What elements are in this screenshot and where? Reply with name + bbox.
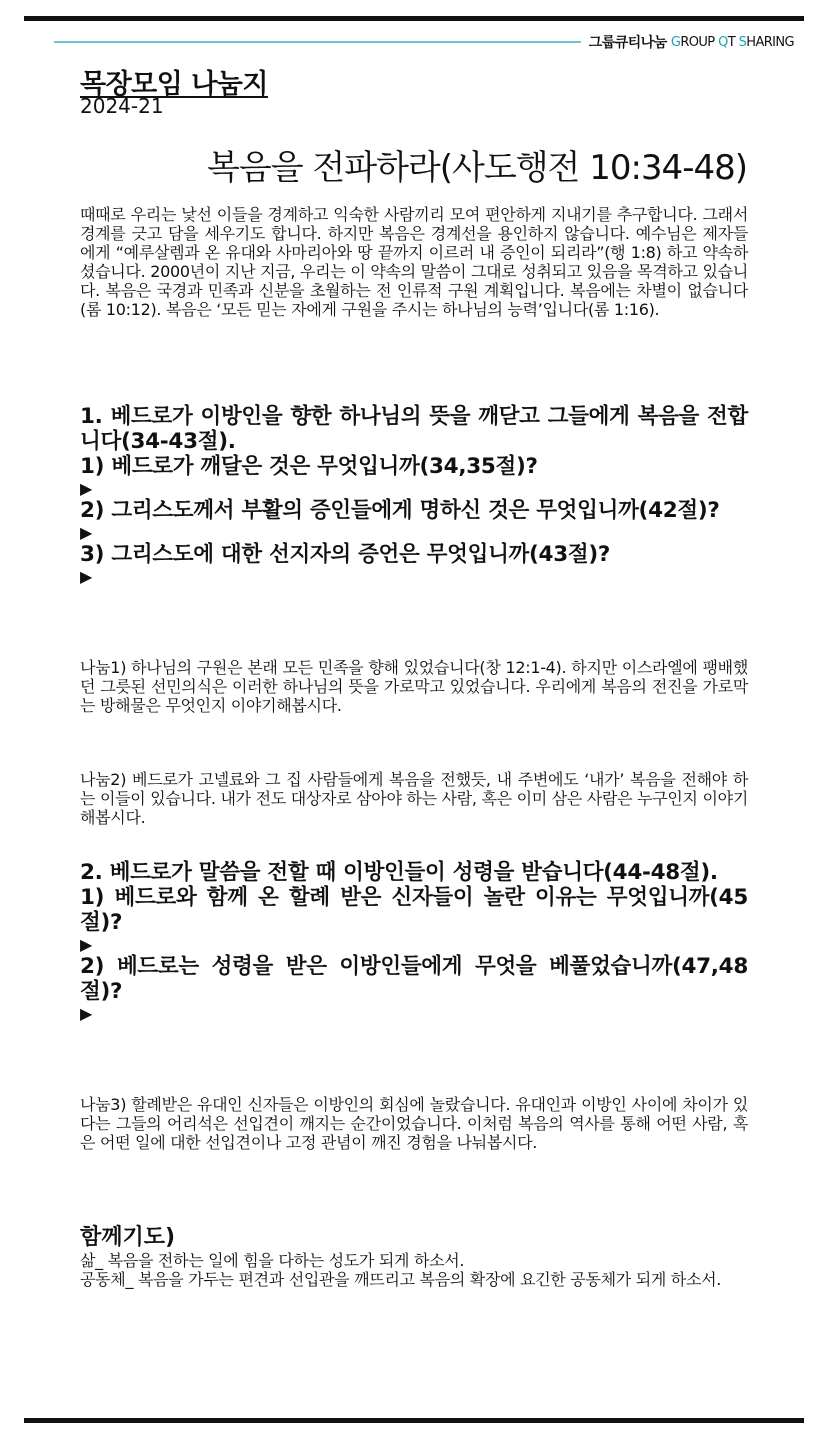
prayer-title: 함께기도) <box>80 1225 176 1250</box>
prayer-block <box>80 1225 748 1289</box>
brand-text-t: T <box>727 34 739 50</box>
intro-paragraph-block <box>80 205 748 319</box>
prayer-line-community: 공동체_ 복음을 가두는 편견과 선입관을 깨뜨리고 복음의 확장에 요긴한 공동체가 되게 하소서. <box>80 1270 722 1289</box>
section-1 <box>80 404 748 586</box>
brand-text-haring: HARING <box>746 34 794 50</box>
brand-korean: 그룹큐티나눔 <box>588 35 667 51</box>
brand-text-roup: ROUP <box>680 34 719 50</box>
answer-arrow: ▶ <box>80 523 93 542</box>
brand-divider-line <box>54 41 581 43</box>
answer-arrow: ▶ <box>80 935 93 954</box>
brand-header <box>54 32 794 52</box>
intro-paragraph: 때때로 우리는 낯선 이들을 경계하고 익숙한 사람끼리 모여 편안하게 지내기를 추구합니다. 그래서 경계를 긋고 담을 세우기도 합니다. 하지만 복음은 경계선을 용인하지 않습니다. 예수님은 제자들에게 “예루살렘과 온 유대와 사마리아와 땅 끝까지 이르러 내 증인이 되리라”(행 1:8) 하고 약속하셨습니다. 2000년이 지난 지금, 우리는 이 약속의 말씀이 그대로 성취되고 있음을 목격하고 있습니다. 복음은 국경과 민족과 신분을 초월하는 전 인류적 구원 계획입니다. 복음에는 차별이 없습니다(롬 10:12). 복음은 ‘모든 믿는 자에게 구원을 주시는 하나님의 능력’입니다(롬 1:16). <box>80 205 748 319</box>
section-1-question-3: 3) 그리스도에 대한 선지자의 증언은 무엇입니까(43절)? <box>80 542 611 567</box>
bottom-rule <box>24 1418 804 1423</box>
section-1-question-1: 1) 베드로가 깨달은 것은 무엇입니까(34,35절)? <box>80 454 538 479</box>
answer-arrow: ▶ <box>80 1004 93 1023</box>
sermon-title: 복음을 전파하라(사도행전 10:34-48) <box>207 148 747 188</box>
answer-arrow: ▶ <box>80 567 93 586</box>
section-2-question-1: 1) 베드로와 함께 온 할례 받은 신자들이 놀란 이유는 무엇입니까(45절)? <box>80 885 748 935</box>
brand-letter-g: G <box>670 34 681 50</box>
top-rule <box>24 16 804 21</box>
brand-letter-q: Q <box>718 34 728 50</box>
share-3: 나눔3) 할례받은 유대인 신자들은 이방인의 회심에 놀랐습니다. 유대인과 이방인 사이에 차이가 있다는 그들의 어리석은 선입견이 깨지는 순간이었습니다. 이처럼 복음의 역사를 통해 어떤 사람, 혹은 어떤 일에 대한 선입견이나 고정 관념이 깨진 경험을 나눠봅시다. <box>80 1095 748 1152</box>
brand-letter-s: S <box>738 34 747 50</box>
meeting-title: 목장모임 나눔지 <box>80 69 268 100</box>
share-2-block <box>80 770 748 827</box>
section-2 <box>80 860 748 1023</box>
meeting-code: 2024-21 <box>80 94 164 118</box>
prayer-line-life: 삶_ 복음을 전하는 일에 힘을 다하는 성도가 되게 하소서. <box>80 1251 465 1270</box>
section-2-question-2: 2) 베드로는 성령을 받은 이방인들에게 무엇을 베풀었습니까(47,48절)? <box>80 954 748 1004</box>
share-1-block <box>80 658 748 715</box>
share-3-block <box>80 1095 748 1152</box>
share-2: 나눔2) 베드로가 고넬료와 그 집 사람들에게 복음을 전했듯, 내 주변에도 ‘내가’ 복음을 전해야 하는 이들이 있습니다. 내가 전도 대상자로 삼아야 하는 사람, 혹은 이미 삼은 사람은 누구인지 이야기해봅시다. <box>80 770 748 827</box>
share-1: 나눔1) 하나님의 구원은 본래 모든 민족을 향해 있었습니다(창 12:1-4). 하지만 이스라엘에 팽배했던 그릇된 선민의식은 이러한 하나님의 뜻을 가로막고 있었습니다. 우리에게 복음의 전진을 가로막는 방해물은 무엇인지 이야기해봅시다. <box>80 658 748 715</box>
section-2-heading: 2. 베드로가 말씀을 전할 때 이방인들이 성령을 받습니다(44-48절). <box>80 860 718 885</box>
section-1-heading: 1. 베드로가 이방인을 향한 하나님의 뜻을 깨닫고 그들에게 복음을 전합니다(34-43절). <box>80 404 748 454</box>
brand-english <box>671 35 794 50</box>
answer-arrow: ▶ <box>80 479 93 498</box>
section-1-question-2: 2) 그리스도께서 부활의 증인들에게 명하신 것은 무엇입니까(42절)? <box>80 498 720 523</box>
